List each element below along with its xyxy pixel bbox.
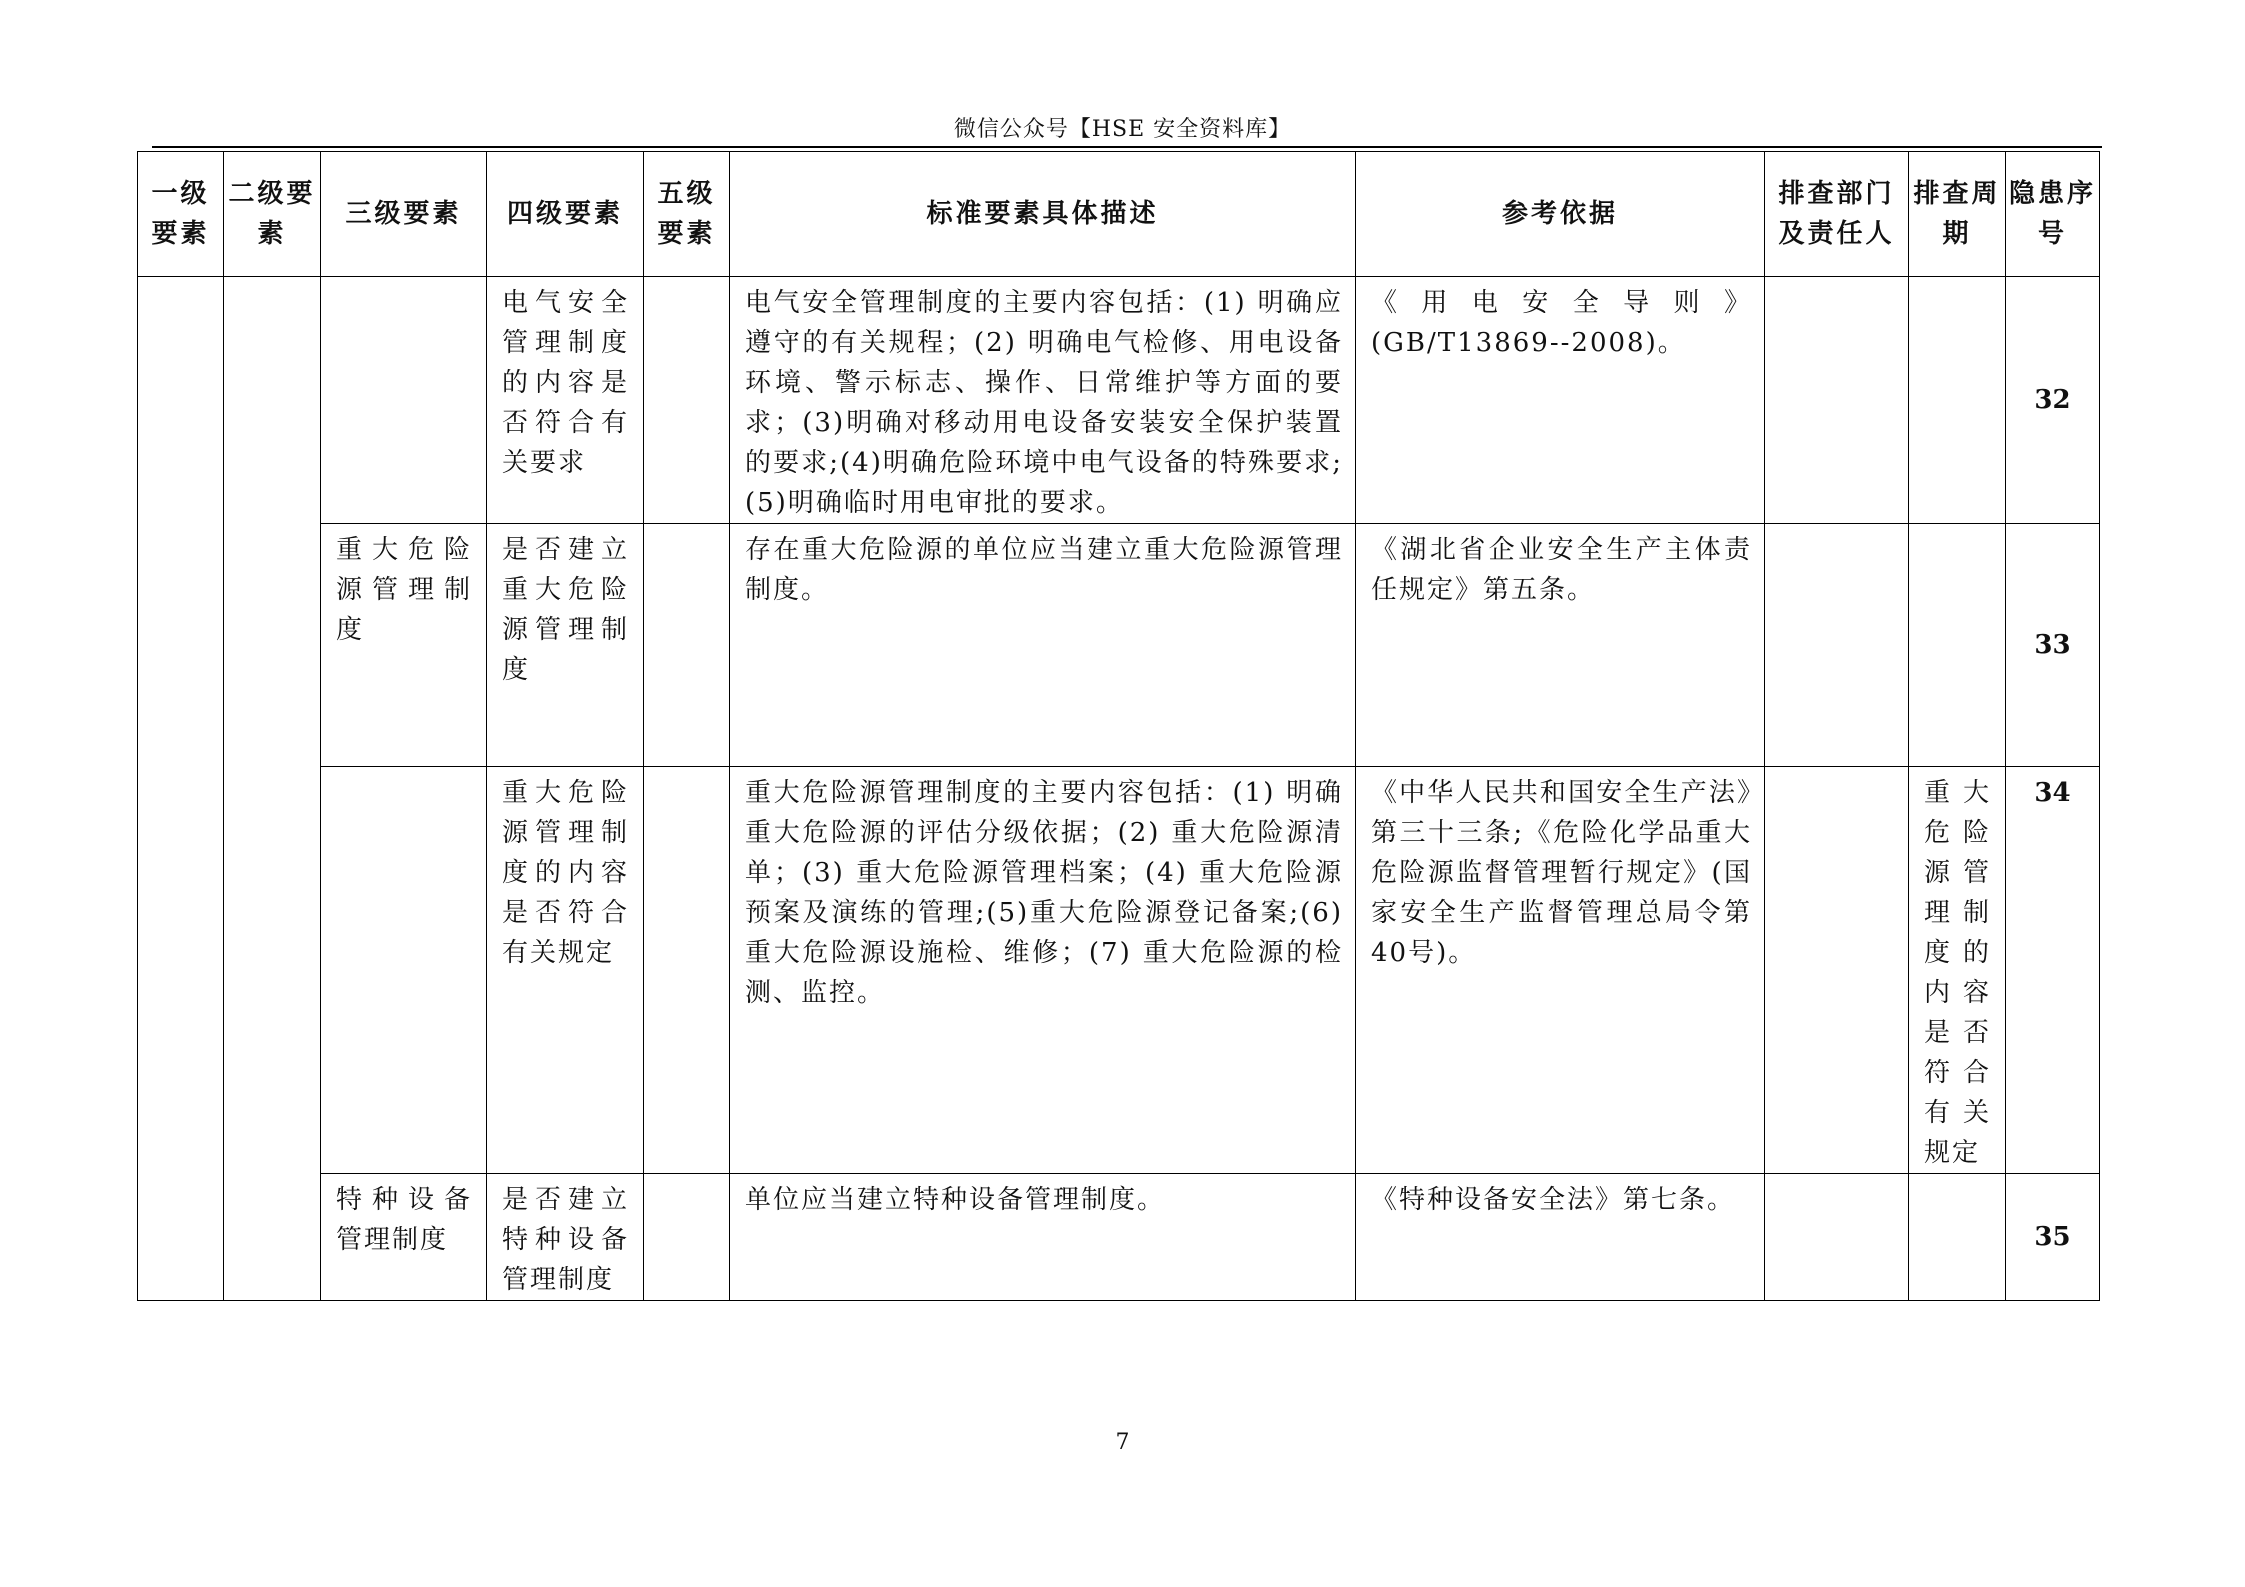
department-cell xyxy=(1765,767,1909,1174)
col-header-level2: 二级要素 xyxy=(224,152,321,277)
seq-cell: 35 xyxy=(2006,1174,2100,1301)
level5-cell xyxy=(644,277,730,524)
level4-cell: 电气安全管理制度的内容是否符合有关要求 xyxy=(487,277,644,524)
seq-cell: 33 xyxy=(2006,524,2100,767)
level2-cell xyxy=(224,277,321,1301)
cycle-cell: 重大危险源管理制度的内容是否符合有关规定 xyxy=(1909,767,2006,1174)
level3-cell xyxy=(321,767,487,1174)
level4-cell: 是否建立特种设备管理制度 xyxy=(487,1174,644,1301)
cycle-cell xyxy=(1909,1174,2006,1301)
cycle-cell xyxy=(1909,524,2006,767)
level1-cell xyxy=(138,277,224,1301)
table-row xyxy=(138,277,2100,524)
seq-cell: 34 xyxy=(2006,767,2100,1174)
reference-cell: 《湖北省企业安全生产主体责任规定》第五条。 xyxy=(1356,524,1765,767)
description-cell: 重大危险源管理制度的主要内容包括：(1) 明确重大危险源的评估分级依据；(2) 重大危险源清单；(3) 重大危险源管理档案；(4) 重大危险源预案及演练的管理;(5)重大危险源登记备案;(6)重大危险源设施检、维修；(7) 重大危险源的检测、监控。 xyxy=(730,767,1356,1174)
level5-cell xyxy=(644,524,730,767)
level4-cell: 重大危险源管理制度的内容是否符合有关规定 xyxy=(487,767,644,1174)
table-row xyxy=(138,1174,2100,1301)
level3-cell xyxy=(321,277,487,524)
table-row xyxy=(138,524,2100,767)
description-cell: 电气安全管理制度的主要内容包括：(1) 明确应遵守的有关规程；(2) 明确电气检修、用电设备环境、警示标志、操作、日常维护等方面的要求；(3)明确对移动用电设备安装安全保护装置的要求;(4)明确危险环境中电气设备的特殊要求;(5)明确临时用电审批的要求。 xyxy=(730,277,1356,524)
department-cell xyxy=(1765,277,1909,524)
level3-cell: 重大危险源管理制度 xyxy=(321,524,487,767)
level4-cell: 是否建立重大危险源管理制度 xyxy=(487,524,644,767)
col-header-reference: 参考依据 xyxy=(1356,152,1765,277)
reference-cell: 《特种设备安全法》第七条。 xyxy=(1356,1174,1765,1301)
table-header-row xyxy=(138,152,2100,277)
cycle-cell xyxy=(1909,277,2006,524)
page-number: 7 xyxy=(1115,1430,1130,1455)
description-cell: 存在重大危险源的单位应当建立重大危险源管理制度。 xyxy=(730,524,1356,767)
description-cell: 单位应当建立特种设备管理制度。 xyxy=(730,1174,1356,1301)
header-rule xyxy=(152,146,2102,148)
col-header-department: 排查部门及责任人 xyxy=(1765,152,1909,277)
col-header-level5: 五级要素 xyxy=(644,152,730,277)
col-header-level1: 一级要素 xyxy=(138,152,224,277)
reference-cell: 《中华人民共和国安全生产法》第三十三条;《危险化学品重大危险源监督管理暂行规定》(国家安全生产监督管理总局令第40号)。 xyxy=(1356,767,1765,1174)
level3-cell: 特种设备管理制度 xyxy=(321,1174,487,1301)
level5-cell xyxy=(644,767,730,1174)
page-header-title: 微信公众号【HSE 安全资料库】 xyxy=(953,117,1292,142)
col-header-level3: 三级要素 xyxy=(321,152,487,277)
col-header-seq: 隐患序号 xyxy=(2006,152,2100,277)
reference-cell: 《用电安全导则》(GB/T13869--2008)。 xyxy=(1356,277,1765,524)
department-cell xyxy=(1765,524,1909,767)
seq-cell: 32 xyxy=(2006,277,2100,524)
col-header-description: 标准要素具体描述 xyxy=(730,152,1356,277)
table-row xyxy=(138,767,2100,1174)
col-header-level4: 四级要素 xyxy=(487,152,644,277)
level5-cell xyxy=(644,1174,730,1301)
hazard-checklist-table xyxy=(137,151,2100,1301)
col-header-cycle: 排查周期 xyxy=(1909,152,2006,277)
department-cell xyxy=(1765,1174,1909,1301)
